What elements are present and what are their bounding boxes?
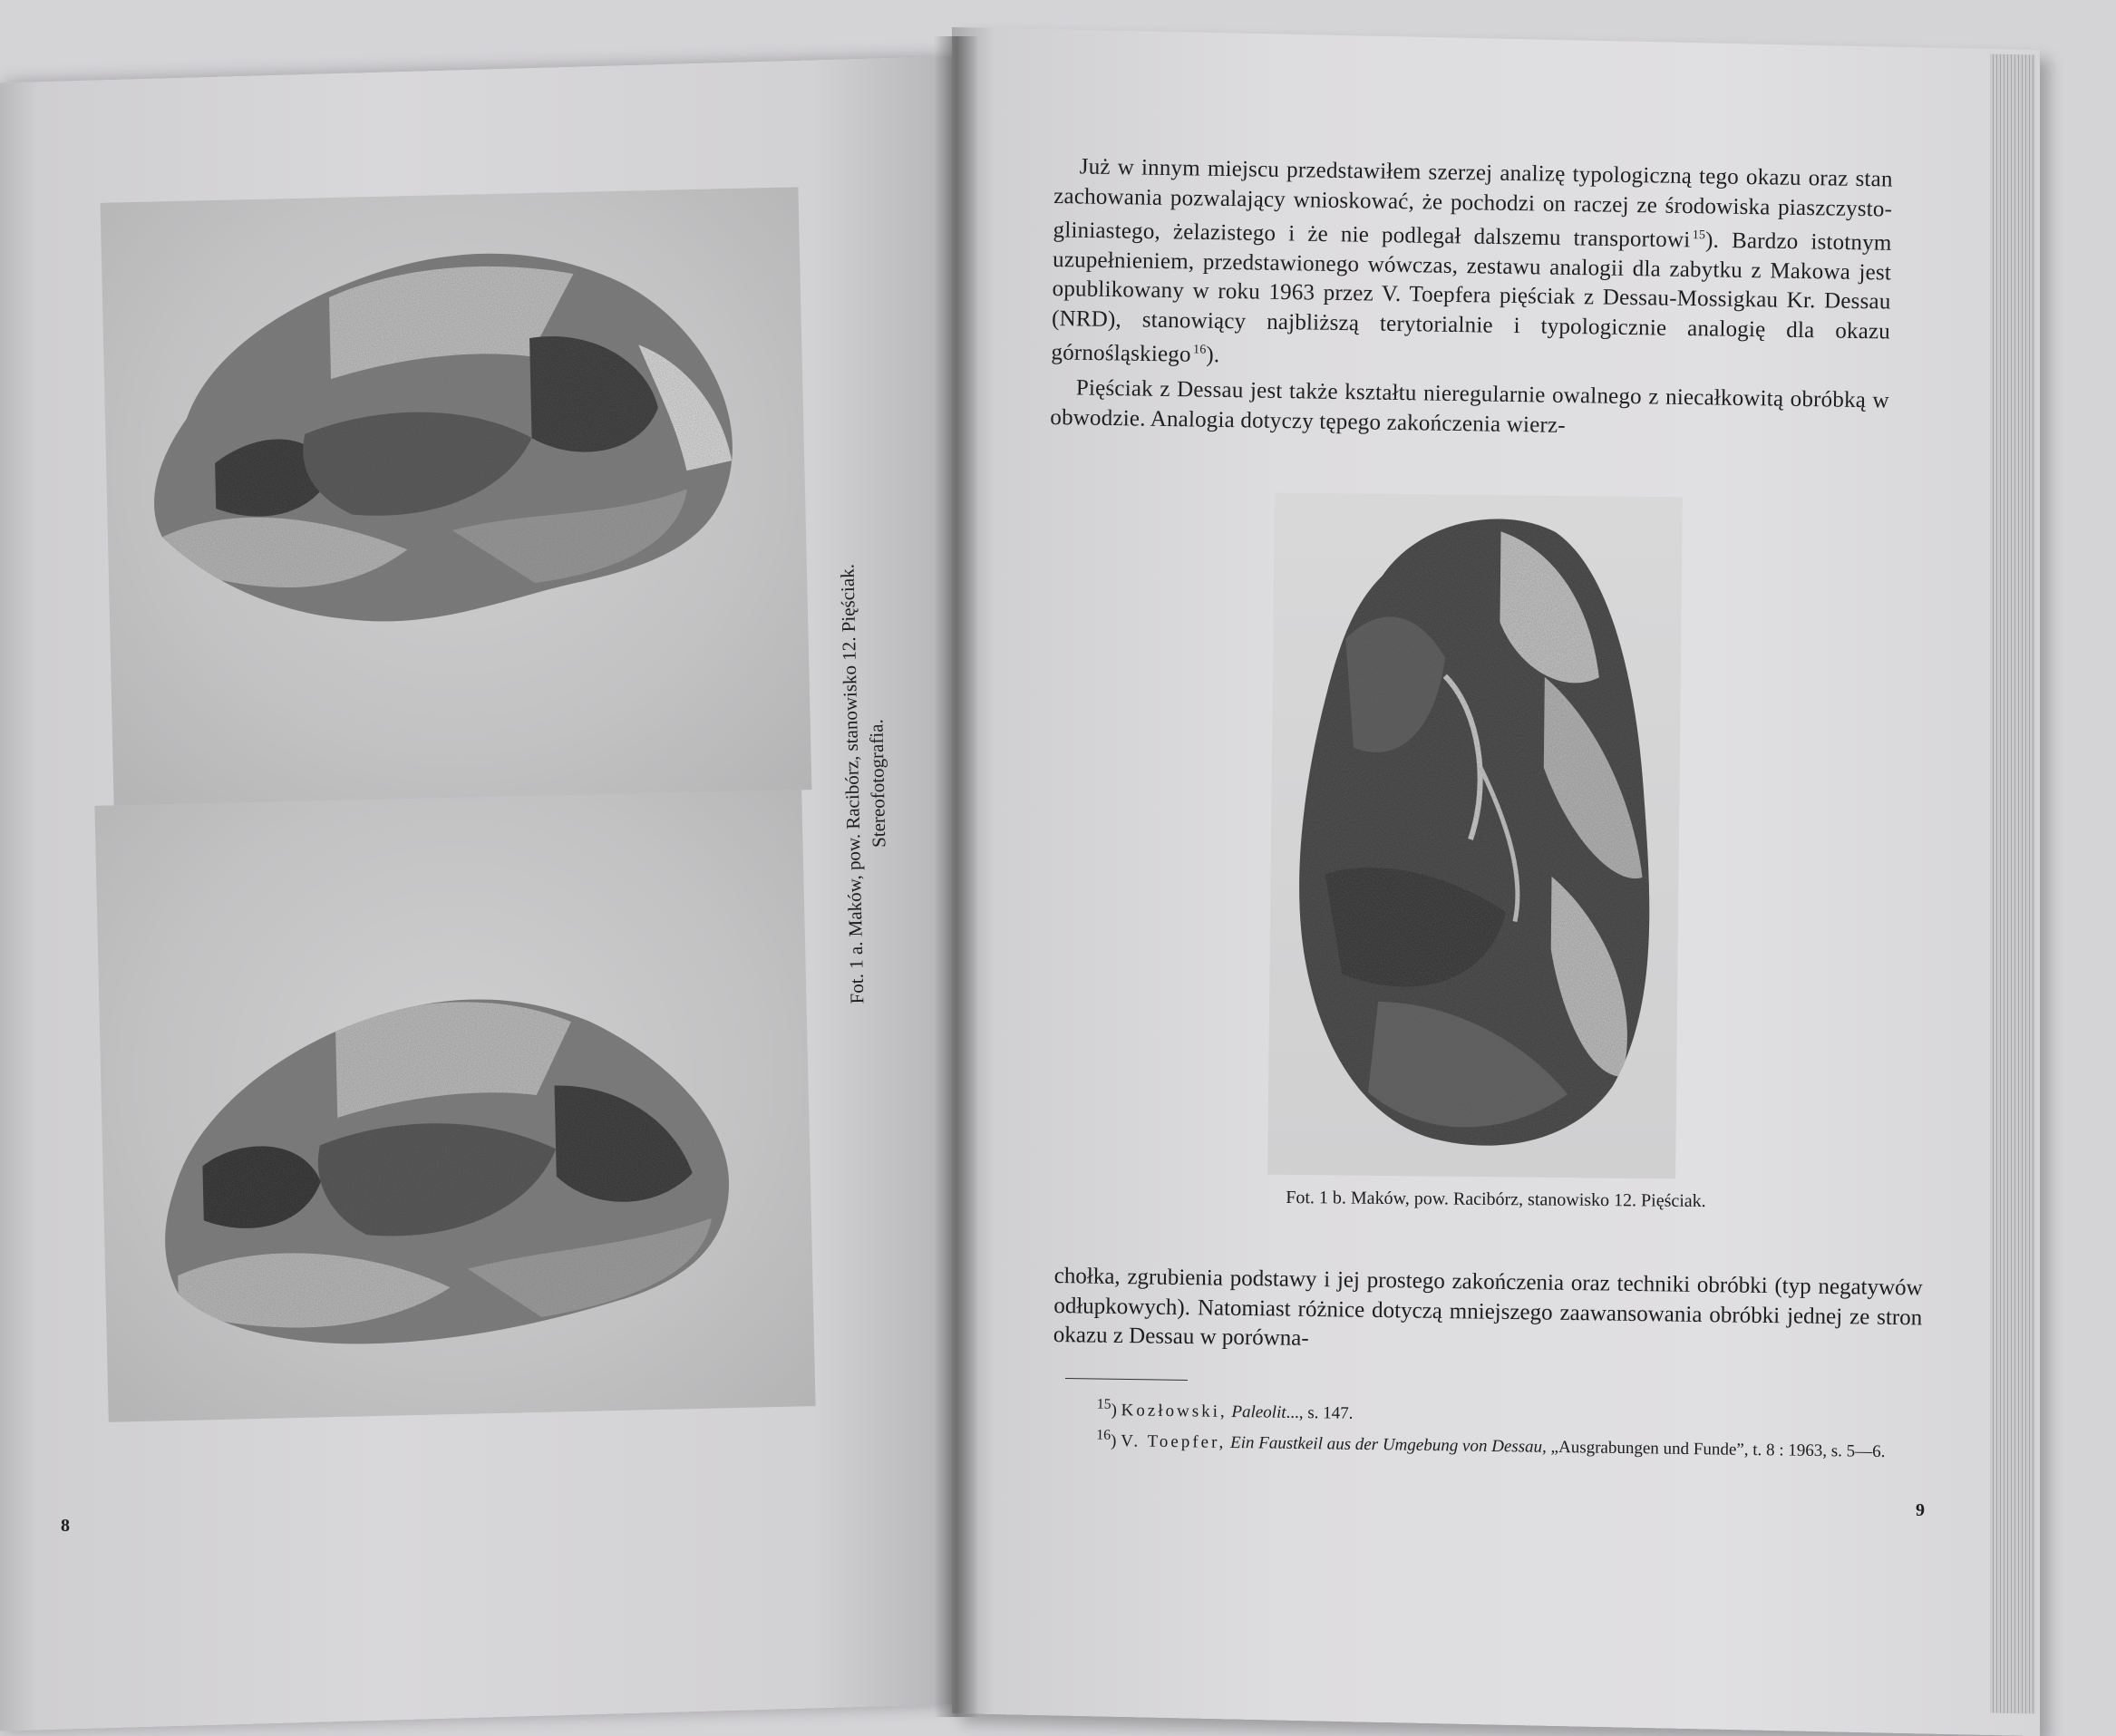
paragraph-2: Pięściak z Dessau jest także kształtu nieregularnie owalnego z niecałkowitą obróbką w obwodzie. Analogia dotyczy tępego zakończenia wierz- xyxy=(1050,375,1890,438)
footnote-ref-16: 16 xyxy=(1192,343,1207,357)
footnote-num-15: 15 xyxy=(1096,1396,1111,1412)
footnote-16-title: Ein Faustkeil aus der Umgebung von Dessau, xyxy=(1229,1433,1548,1458)
hand-axe-photo-right xyxy=(1267,493,1683,1179)
page-edges xyxy=(1990,53,2035,1713)
footnote-15: $^{15}$) Kozłowski, Paleolit..., s. 147. xyxy=(1096,1396,1354,1423)
footnotes xyxy=(1060,1392,1927,1466)
hand-axe-photo-bottom xyxy=(94,790,815,1422)
paragraph-1-text: Już w innym miejscu przedstawiłem szerzej analizę typologiczną tego okazu oraz stan zachowania pozwalający wnioskować, że pochodzi on raczej ze środowiska piaszczysto-gliniastego, żelazistego i że nie podlegał dalszemu transportowi xyxy=(1053,154,1893,253)
caption-line-2: Stereofotografia. xyxy=(865,719,890,849)
body-text-bottom: chołka, zgrubienia podstawy i jej prostego zakończenia oraz techniki obróbki (typ negatywów odłupkowych). Natomiast różnice dotyczą mniejszego zaawansowania obróbki jednej ze stron okazu z Dessau w porówna- xyxy=(1053,1263,1923,1351)
right-photo-caption: Fot. 1 b. Maków, pow. Racibórz, stanowisko 12. Pięściak. xyxy=(1286,1187,1706,1212)
hand-axe-photo-top xyxy=(101,187,812,805)
paragraph-1 xyxy=(1051,152,1893,382)
book-gutter xyxy=(934,36,979,1717)
footnote-16-rest: „Ausgrabungen und Funde”, t. 8 : 1963, s. 5—6. xyxy=(1550,1438,1886,1462)
footnote-num-16: 16 xyxy=(1096,1427,1111,1444)
caption-line-1: Fot. 1 a. Maków, pow. Racibórz, stanowisko 12. Pięściak. xyxy=(836,563,869,1004)
paragraph-1c-text: ). xyxy=(1206,343,1220,368)
photo-right xyxy=(1267,493,1683,1179)
page-number-right: 9 xyxy=(1916,1500,1925,1520)
footnote-15-author: Kozłowski, xyxy=(1121,1401,1228,1421)
footnote-16: $^{16}$) V. Toepfer, Ein Faustkeil aus der Umgebung von Dessau, „Ausgrabungen und Funde”, t. 8 : 1963, s. 5—6. xyxy=(1096,1427,1886,1462)
body-text-top xyxy=(1050,152,1893,446)
page-number-left: 8 xyxy=(61,1516,70,1536)
footnote-15-rest: ..., s. 147. xyxy=(1286,1402,1354,1423)
footnote-15-title: Paleolit xyxy=(1231,1401,1286,1422)
stereo-photo-top xyxy=(101,187,812,805)
footnote-ref-15: 15 xyxy=(1692,228,1706,243)
paragraph-1b-text: ). Bardzo istotnym uzupełnieniem, przedstawionego wówczas, zestawu analogii dla zabytku z Makowa jest opublikowany w roku 1963 przez V. Toepfera pięściak z Dessau-Mossigkau Kr. Dessau (NRD), stanowiący najbliższą terytorialnie i typologicznie analogię dla okazu górnośląskiego xyxy=(1051,228,1892,368)
stereo-photo-bottom xyxy=(94,790,815,1422)
footnote-16-author: V. Toepfer, xyxy=(1120,1431,1227,1453)
